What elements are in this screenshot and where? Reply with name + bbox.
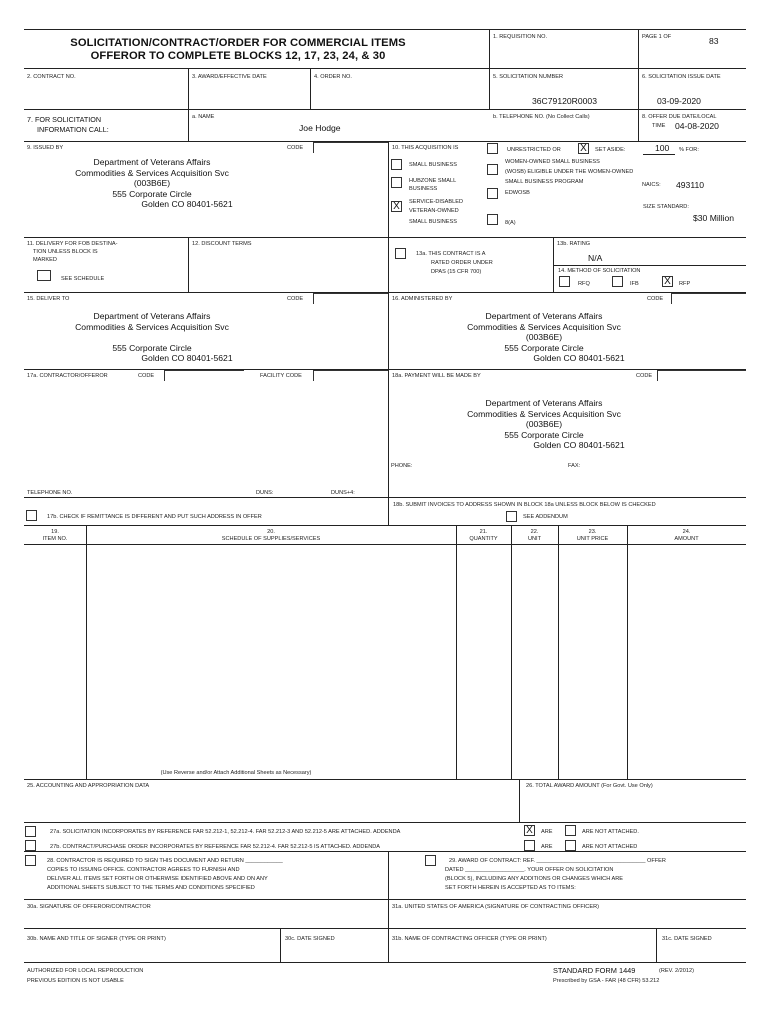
footer-previous-edition: PREVIOUS EDITION IS NOT USABLE — [27, 978, 124, 984]
form-title-line1: SOLICITATION/CONTRACT/ORDER FOR COMMERCIAL ITEMS — [70, 37, 406, 49]
set-aside-checkbox[interactable]: X — [578, 143, 589, 154]
block-8-time-label: TIME — [652, 123, 666, 129]
block-13b-label: 13b. RATING — [557, 241, 591, 247]
edwosb-label: EDWOSB — [505, 190, 530, 196]
block-11-label-line2: TION UNLESS BLOCK IS — [33, 249, 98, 255]
block-29-checkbox[interactable] — [425, 855, 436, 866]
col-20-title: SCHEDULE OF SUPPLIES/SERVICES — [221, 536, 321, 542]
facility-code-field[interactable] — [313, 370, 388, 381]
contact-name: Joe Hodge — [299, 123, 341, 133]
col-21-title: QUANTITY — [469, 536, 498, 542]
block-9-label: 9. ISSUED BY — [27, 145, 64, 151]
block-6-label: 6. SOLICITATION ISSUE DATE — [642, 74, 721, 80]
block-16-code-field[interactable] — [671, 293, 746, 304]
eight-a-checkbox[interactable] — [487, 214, 498, 225]
administered-by-line: Department of Veterans Affairs — [485, 311, 603, 321]
block-30b-label: 30b. NAME AND TITLE OF SIGNER (TYPE OR PRINT) — [27, 936, 166, 942]
rfp-label: RFP — [679, 281, 691, 287]
payment-office-line: Golden CO 80401-5621 — [533, 440, 625, 451]
set-aside-percent: 100 — [655, 143, 670, 153]
block-7-label-line2: INFORMATION CALL: — [37, 125, 109, 134]
block-28-text — [47, 857, 283, 893]
standard-form-revision: (REV. 2/2012) — [659, 968, 694, 974]
contract-addenda-are-not-checkbox[interactable] — [565, 840, 576, 851]
block-27a-checkbox[interactable] — [25, 826, 36, 837]
contract-addenda-are-label: ARE — [541, 844, 553, 850]
block-18b-label: 18b. SUBMIT INVOICES TO ADDRESS SHOWN IN BLOCK 18a UNLESS BLOCK BELOW IS CHECKED — [393, 502, 656, 508]
issued-by-line: Golden CO 80401-5621 — [141, 199, 233, 210]
payment-office-address — [424, 398, 664, 451]
block-17a-code-label: CODE — [138, 373, 155, 379]
block-29-text — [445, 857, 666, 893]
use-reverse-note: (Use Reverse and/or Attach Additional Sheets as Necessary) — [160, 770, 312, 776]
issued-by-line: (003B6E) — [133, 178, 171, 189]
block-2-label: 2. CONTRACT NO. — [27, 74, 76, 80]
col-23-number: 23. — [588, 529, 597, 535]
block-13a-label-line1: 13a. THIS CONTRACT IS A — [416, 251, 486, 257]
issued-by-line: Commodities & Services Acquisition Svc — [75, 167, 229, 178]
col-19-header — [24, 529, 86, 543]
deliver-to-line: Golden CO 80401-5621 — [141, 353, 233, 364]
block-7b-label: b. TELEPHONE NO. (No Collect Calls) — [493, 114, 590, 120]
unrestricted-label: UNRESTRICTED OR — [507, 147, 561, 153]
block-12-label: 12. DISCOUNT TERMS — [192, 241, 252, 247]
block-27a-label: 27a. SOLICITATION INCORPORATES BY REFERENCE FAR 52.212-1, 52.212-4. FAR 52.212-3 AND 52.212-5 ARE ATTACHED. ADDENDA — [50, 829, 401, 835]
sdvosb-label-line1: SERVICE-DISABLED — [409, 199, 463, 205]
administered-by-line: Golden CO 80401-5621 — [533, 353, 625, 364]
payment-office-line: 555 Corporate Circle — [504, 429, 584, 440]
block-29-line: (BLOCK 5), INCLUDING ANY ADDITIONS OR CHANGES WHICH ARE — [445, 876, 623, 882]
col-24-title: AMOUNT — [674, 536, 699, 542]
deliver-to-line — [42, 332, 262, 343]
sdvosb-checkbox[interactable]: X — [391, 201, 402, 212]
col-21-header — [456, 529, 511, 543]
block-27b-checkbox[interactable] — [25, 840, 36, 851]
block-27b-label: 27b. CONTRACT/PURCHASE ORDER INCORPORATES BY REFERENCE FAR 52.212-4. FAR 52.212-5 IS ATTACHED. ADDENDA — [50, 844, 381, 850]
deliver-to-line: Department of Veterans Affairs — [93, 311, 211, 321]
col-24-number: 24. — [682, 529, 691, 535]
block-29-line: DATED ___________________. YOUR OFFER ON SOLICITATION — [445, 867, 614, 873]
block-14-label: 14. METHOD OF SOLICITATION — [558, 268, 641, 274]
block-18a-code-field[interactable] — [657, 370, 746, 381]
col-21-number: 21. — [479, 529, 488, 535]
contract-addenda-are-checkbox[interactable] — [524, 840, 535, 851]
issued-by-line: Department of Veterans Affairs — [93, 157, 211, 167]
block-16-label: 16. ADMINISTERED BY — [392, 296, 453, 302]
col-22-header — [511, 529, 558, 543]
addenda-are-label: ARE — [541, 829, 553, 835]
deliver-to-line: Commodities & Services Acquisition Svc — [75, 321, 229, 332]
block-13a-label-line2: RATED ORDER UNDER — [431, 260, 493, 266]
block-30a-label: 30a. SIGNATURE OF OFFEROR/CONTRACTOR — [27, 904, 151, 910]
block-29-line: SET FORTH HEREIN IS ACCEPTED AS TO ITEMS: — [445, 885, 576, 891]
sdvosb-label-line2: VETERAN-OWNED — [409, 208, 459, 214]
wosb-label-line3: SMALL BUSINESS PROGRAM — [505, 179, 584, 185]
ifb-label: IFB — [630, 281, 639, 287]
payment-office-line: (003B6E) — [525, 419, 563, 430]
standard-form-label: STANDARD FORM 1449 — [553, 966, 636, 975]
col-22-number: 22. — [530, 529, 539, 535]
block-3-label: 3. AWARD/EFFECTIVE DATE — [192, 74, 267, 80]
see-addendum-label: SEE ADDENDUM — [523, 514, 568, 520]
block-4-label: 4. ORDER NO. — [314, 74, 352, 80]
block-9-code-field[interactable] — [313, 142, 388, 153]
col-23-header — [558, 529, 627, 543]
col-23-title: UNIT PRICE — [576, 536, 609, 542]
ifb-checkbox[interactable] — [612, 276, 623, 287]
solicitation-number: 36C79120R0003 — [532, 96, 597, 106]
block-28-line: ADDITIONAL SHEETS SUBJECT TO THE TERMS AND CONDITIONS SPECIFIED — [47, 885, 255, 891]
phone-label: PHONE: — [391, 463, 413, 469]
size-standard-label: SIZE STANDARD: — [643, 204, 689, 210]
naics-value: 493110 — [676, 180, 705, 190]
block-13a-label-line3: DPAS (15 CFR 700) — [431, 269, 482, 275]
block-28-line: COPIES TO ISSUING OFFICE. CONTRACTOR AGREES TO FURNISH AND — [47, 867, 240, 873]
page-total: 83 — [709, 36, 719, 46]
telephone-label: TELEPHONE NO. — [27, 490, 73, 496]
wosb-checkbox[interactable] — [487, 164, 498, 175]
block-7a-label: a. NAME — [192, 114, 215, 120]
block-28-checkbox[interactable] — [25, 855, 36, 866]
block-31b-label: 31b. NAME OF CONTRACTING OFFICER (TYPE OR PRINT) — [392, 936, 547, 942]
edwosb-checkbox[interactable] — [487, 188, 498, 199]
administered-by-line: Commodities & Services Acquisition Svc — [467, 321, 621, 332]
block-17a-label: 17a. CONTRACTOR/OFFEROR — [27, 373, 108, 379]
deliver-to-line: 555 Corporate Circle — [112, 342, 192, 353]
contract-addenda-are-not-label: ARE NOT ATTACHED — [582, 844, 638, 850]
payment-office-line: Commodities & Services Acquisition Svc — [467, 408, 621, 419]
payment-office-line: Department of Veterans Affairs — [485, 398, 603, 408]
rfq-checkbox[interactable] — [559, 276, 570, 287]
block-9-code-label: CODE — [287, 145, 304, 151]
block-8-label: 8. OFFER DUE DATE/LOCAL — [642, 114, 717, 120]
wosb-label-line1: WOMEN-OWNED SMALL BUSINESS — [505, 159, 600, 165]
block-11-label-line1: 11. DELIVERY FOR FOB DESTINA- — [27, 241, 118, 247]
block-5-label: 5. SOLICITATION NUMBER — [493, 74, 564, 80]
block-28-line: DELIVER ALL ITEMS SET FORTH OR OTHERWISE IDENTIFIED ABOVE AND ON ANY — [47, 876, 268, 882]
fax-label: FAX: — [568, 463, 581, 469]
block-17b-label: 17b. CHECK IF REMITTANCE IS DIFFERENT AND PUT SUCH ADDRESS IN OFFER — [47, 514, 262, 520]
block-18a-label: 18a. PAYMENT WILL BE MADE BY — [392, 373, 481, 379]
solicitation-issue-date: 03-09-2020 — [657, 96, 701, 106]
remittance-checkbox[interactable] — [26, 510, 37, 521]
see-schedule-label: SEE SCHEDULE — [61, 276, 105, 282]
rfq-label: RFQ — [578, 281, 590, 287]
rated-order-checkbox[interactable] — [395, 248, 406, 259]
administered-by-line: (003B6E) — [525, 332, 563, 343]
facility-code-label: FACILITY CODE — [260, 373, 302, 379]
percent-for-label: % FOR: — [679, 147, 699, 153]
block-31a-label: 31a. UNITED STATES OF AMERICA (SIGNATURE OF CONTRACTING OFFICER) — [392, 904, 599, 910]
rfp-checkbox[interactable]: X — [662, 276, 673, 287]
block-1-label: 1. REQUISITION NO. — [493, 34, 548, 40]
addenda-are-checkbox[interactable]: X — [524, 825, 535, 836]
block-15-code-label: CODE — [287, 296, 304, 302]
block-15-code-field[interactable] — [313, 293, 388, 304]
sdvosb-label-line3: SMALL BUSINESS — [409, 219, 457, 225]
block-17a-code-field[interactable] — [164, 370, 244, 381]
block-25-label: 25. ACCOUNTING AND APPROPRIATION DATA — [27, 783, 150, 789]
addenda-are-not-label: ARE NOT ATTACHED. — [582, 829, 639, 835]
block-30c-label: 30c. DATE SIGNED — [285, 936, 335, 942]
issued-by-address — [42, 157, 262, 210]
prescribed-by: Prescribed by GSA - FAR (48 CFR) 53.212 — [553, 978, 660, 984]
col-19-title: ITEM NO. — [42, 536, 68, 542]
size-standard-value: $30 Million — [693, 213, 735, 223]
set-aside-label: SET ASIDE: — [595, 147, 626, 153]
block-16-code-label: CODE — [647, 296, 664, 302]
see-schedule-checkbox[interactable] — [37, 270, 51, 281]
block-11-label-line3: MARKED — [33, 257, 57, 263]
addenda-are-not-checkbox[interactable] — [565, 825, 576, 836]
unrestricted-checkbox[interactable] — [487, 143, 498, 154]
col-19-number: 19. — [51, 529, 59, 535]
hubzone-label-line1: HUBZONE SMALL — [409, 178, 457, 184]
block-10-label: 10. THIS ACQUISITION IS — [392, 145, 459, 151]
duns-label: DUNS: — [256, 490, 274, 496]
block-26-label: 26. TOTAL AWARD AMOUNT (For Govt. Use Only) — [526, 783, 653, 789]
hubzone-label-line2: BUSINESS — [409, 186, 438, 192]
block-28-line: 28. CONTRACTOR IS REQUIRED TO SIGN THIS DOCUMENT AND RETURN ____________ — [47, 858, 283, 864]
block-29-line: 29. AWARD OF CONTRACT: REF. ___________________________________ OFFER — [449, 858, 666, 864]
deliver-to-address — [42, 311, 262, 364]
col-20-header — [86, 529, 456, 543]
form-title-line2: OFFEROR TO COMPLETE BLOCKS 12, 17, 23, 24, & 30 — [90, 50, 386, 62]
duns4-label: DUNS+4: — [331, 490, 355, 496]
block-7-label-line1: 7. FOR SOLICITATION — [27, 115, 102, 124]
footer-authorized: AUTHORIZED FOR LOCAL REPRODUCTION — [27, 968, 144, 974]
small-business-label: SMALL BUSINESS — [409, 162, 457, 168]
block-15-label: 15. DELIVER TO — [27, 296, 70, 302]
eight-a-label: 8(A) — [505, 220, 516, 226]
block-31c-label: 31c. DATE SIGNED — [662, 936, 712, 942]
naics-label: NAICS: — [642, 182, 661, 188]
hubzone-checkbox[interactable] — [391, 177, 402, 188]
issued-by-line: 555 Corporate Circle — [112, 188, 192, 199]
col-20-number: 20. — [267, 529, 275, 535]
rating-value: N/A — [588, 253, 603, 263]
col-24-header — [627, 529, 746, 543]
see-addendum-checkbox[interactable] — [506, 511, 517, 522]
small-business-checkbox[interactable] — [391, 159, 402, 170]
block-18a-code-label: CODE — [636, 373, 653, 379]
wosb-label-line2: (WOSB) ELIGIBLE UNDER THE WOMEN-OWNED — [505, 169, 634, 175]
col-22-title: UNIT — [527, 536, 542, 542]
administered-by-address — [424, 311, 664, 364]
offer-due-date: 04-08-2020 — [675, 121, 719, 131]
page-label: PAGE 1 OF — [642, 34, 672, 40]
administered-by-line: 555 Corporate Circle — [504, 342, 584, 353]
